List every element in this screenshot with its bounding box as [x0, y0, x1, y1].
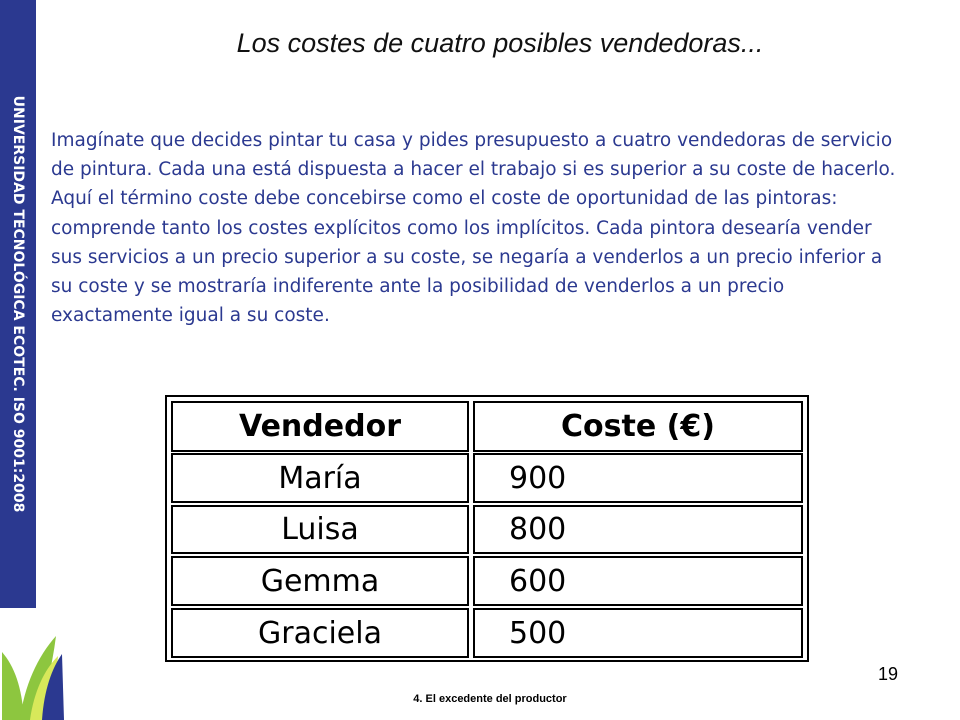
table-header-cost: Coste (€): [473, 401, 803, 452]
table-cell-cost: 600: [473, 556, 803, 606]
table-cell-vendor: María: [171, 453, 469, 503]
table-header-vendor: Vendedor: [171, 401, 469, 452]
table-cell-cost: 900: [473, 453, 803, 503]
page-number: 19: [878, 664, 899, 684]
table-cell-cost: 800: [473, 505, 803, 554]
footer-caption: 4. El excedente del productor: [413, 693, 567, 705]
slide-body-text: Imagínate que decides pintar tu casa y pides presupuesto a cuatro vendedoras de servicio de pintura. Cada una está dispuesta a hacer el trabajo si es superior a su coste de hacerlo. Aquí el término coste debe concebirse como el coste de oportunidad de las pintoras: comprende tanto los costes explícitos como los implícitos. Cada pintora desearía vender sus servicios a un precio superior a su coste, se negaría a venderlos a un precio inferior a su coste y se mostraría indiferente ante la posibilidad de venderlos a un precio exactamente igual a su coste.: [51, 130, 896, 327]
table-cell-cost: 500: [473, 608, 803, 658]
slide-title: Los costes de cuatro posibles vendedoras...: [236, 28, 764, 58]
side-banner-text: UNIVERSIDAD TECNOLÓGICA ECOTEC. ISO 9001:2008: [10, 95, 26, 513]
cost-table: [165, 395, 809, 662]
side-banner: [0, 0, 36, 608]
table-cell-vendor: Graciela: [171, 608, 469, 658]
table-cell-vendor: Gemma: [171, 556, 469, 606]
ecotec-leaf-logo-icon: [0, 612, 66, 720]
table-cell-vendor: Luisa: [171, 505, 469, 554]
